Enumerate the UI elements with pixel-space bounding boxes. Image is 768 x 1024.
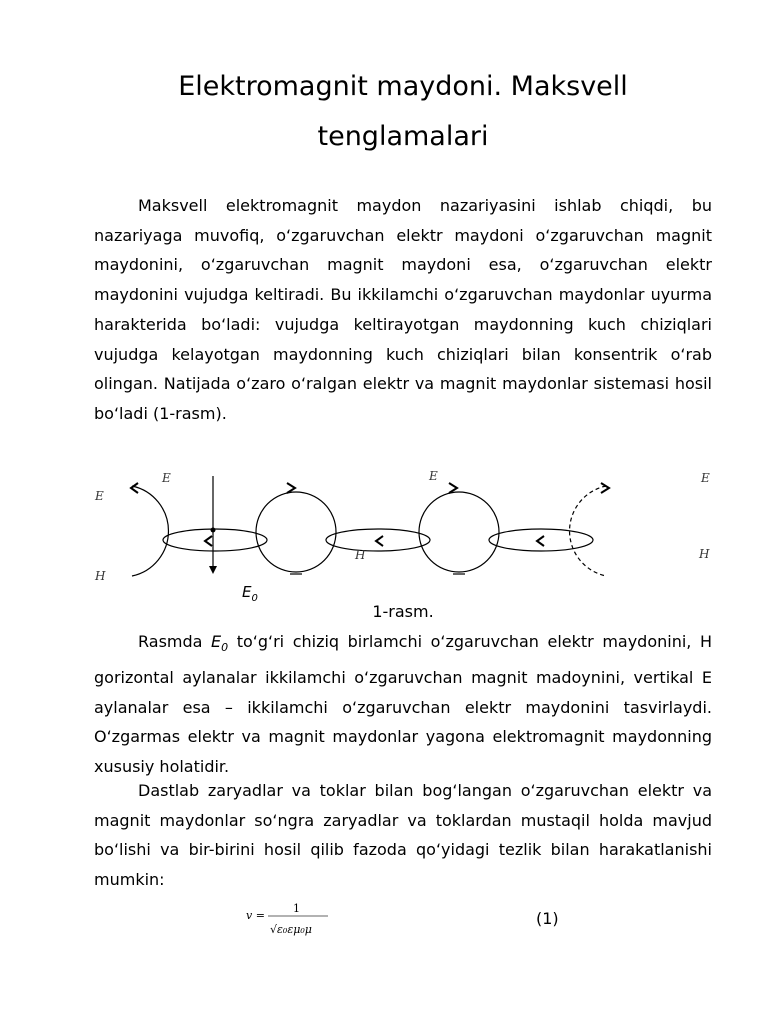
paragraph-intro: Maksvell elektromagnit maydon nazariyasini ishlab chiqdi, bu nazariyaga muvofiq, o‘zgaruvchan elektr maydoni o‘zgaruvchan magnit maydonini, o‘zgaruvchan magnit maydoni esa, o‘zgaruvchan elektr maydonini vujudga keltiradi. Bu ikkilamchi o‘zgaruvchan maydonlar uyurma harakterida bo‘ladi: vujudga keltirayotgan maydonning kuch chiziqlari vujudga kelayotgan maydonning kuch chiziqlari bilan konsentrik o‘rab olingan. Natijada o‘zaro o‘ralgan elektr va magnit maydonlar sistemasi hosil bo‘ladi (1-rasm). — [94, 196, 712, 423]
label-e-top2: E — [429, 469, 438, 483]
e-loop-2 — [419, 492, 499, 572]
e-loop-left-partial — [132, 486, 168, 576]
e-loop-1 — [256, 492, 336, 572]
e-loop-dashed — [570, 486, 606, 576]
arrow-e2-top — [449, 483, 457, 493]
e0-arrowhead — [209, 566, 217, 574]
arrow-left-top — [131, 483, 138, 493]
label-h-left: H — [95, 569, 106, 583]
label-e0: $E_0$ — [242, 583, 258, 604]
label-e-right: E — [701, 471, 710, 485]
arrow-h3 — [537, 536, 544, 546]
label-e-left: E — [95, 489, 104, 503]
arrow-h1 — [205, 536, 212, 546]
svg-text:√ε₀εμ₀μ: √ε₀εμ₀μ — [270, 923, 312, 936]
paragraph-description: Rasmda $E_0$ to‘g‘ri chiziq birlamchi o‘zgaruvchan elektr maydonini, H gorizontal aylanalar ikkilamchi o‘zgaruvchan magnit madoynini, vertikal E aylanalar esa – ikkilamchi o‘zgaruvchan elektr maydonini tasvirlaydi. O‘zgarmas elektr va magnit maydonlar yagona elektromagnit maydonning xususiy holatidir. — [94, 632, 712, 776]
svg-text:v =: v = — [246, 909, 265, 922]
arrow-e3-top — [601, 483, 609, 493]
arrow-h2 — [376, 536, 383, 546]
label-e-top1: E — [162, 471, 171, 485]
page-title: Elektromagnit maydoni. Maksvell tenglamalari — [178, 71, 628, 152]
formula-speed — [244, 900, 334, 942]
label-h-mid: H — [355, 548, 366, 562]
label-h-right: H — [699, 547, 710, 561]
equation-number: (1) — [536, 909, 559, 928]
figure-field-diagram — [90, 462, 720, 602]
h-loop-1 — [163, 529, 267, 551]
paragraph-propagation: Dastlab zaryadlar va toklar bilan bog‘langan o‘zgaruvchan elektr va magnit maydonlar so‘ngra zaryadlar va toklardan mustaqil holda mavjud bo‘lishi va bir-birini hosil qilib fazoda qo‘yidagi tezlik bilan harakatlanishi mumkin: — [94, 781, 712, 890]
svg-text:1: 1 — [293, 902, 300, 915]
h-loop-3 — [489, 529, 593, 551]
e0-dot — [211, 528, 216, 533]
figure-caption: 1-rasm. — [372, 602, 434, 621]
symbol-e0: $E_0$ — [211, 632, 229, 655]
